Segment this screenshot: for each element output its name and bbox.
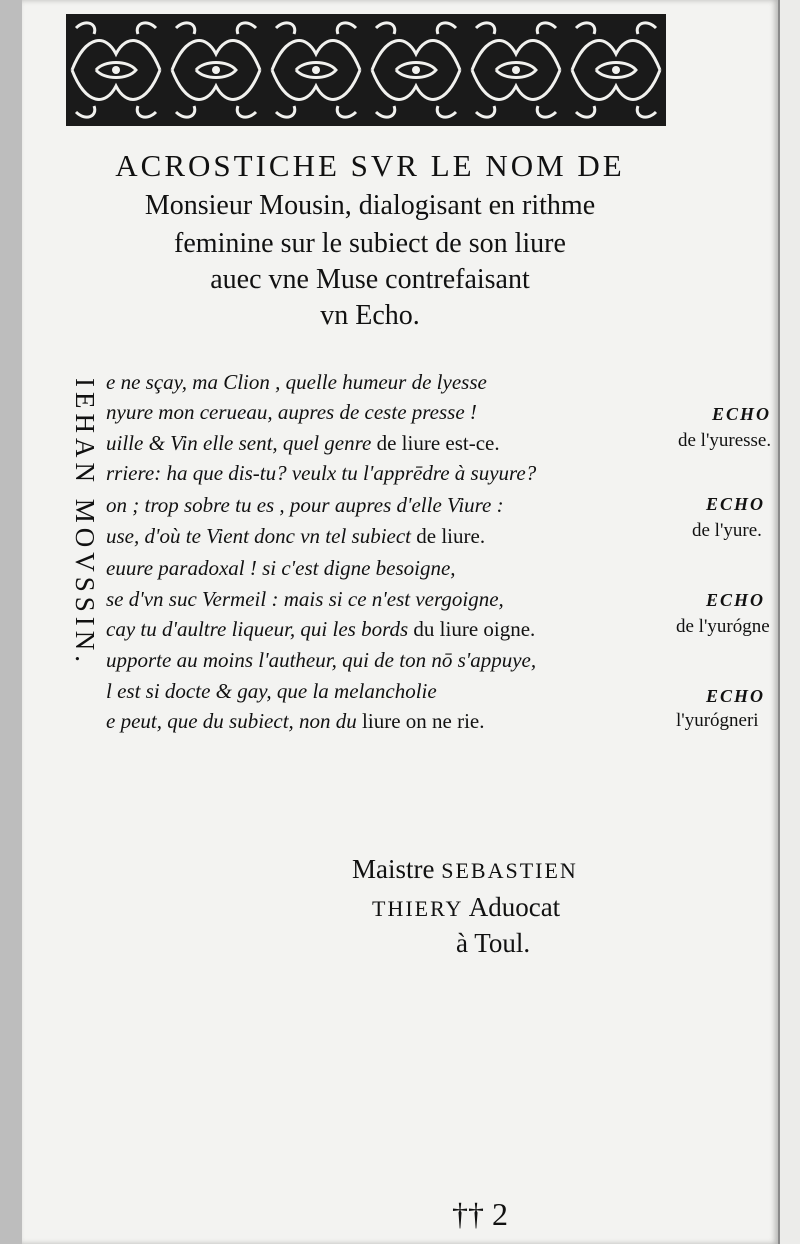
- verse-line-12: e peut, que du subiect, non du liure on ne rie.: [106, 709, 485, 733]
- title-line-5: vn Echo.: [320, 300, 420, 331]
- acrostic-name: IEHAN MOVSSIN.: [70, 378, 100, 668]
- title-line-4: auec vne Muse contrefaisant: [210, 264, 530, 295]
- verse-line-10: upporte au moins l'autheur, qui de ton nō s'appuye,: [106, 648, 537, 672]
- signature-line-3: à Toul.: [456, 928, 531, 958]
- verse-line-3: uille & Vin elle sent, quel genre de liure est-ce.: [106, 431, 500, 455]
- verse-line-1: e ne sçay, ma Clion , quelle humeur de lyesse: [106, 370, 487, 394]
- echo-word-1: de l'yuresse.: [678, 430, 772, 451]
- verse-line-9: cay tu d'aultre liqueur, qui les bords du liure oigne.: [106, 617, 536, 641]
- title-line-1: ACROSTICHE SVR LE NOM DE: [115, 148, 625, 183]
- echo-word-3: de l'yurógne: [676, 616, 770, 637]
- title-line-2: Monsieur Mousin, dialogisant en rithme: [144, 190, 596, 221]
- facing-page-edge: [778, 0, 800, 1244]
- verse-line-8: se d'vn suc Vermeil : mais si ce n'est vergoigne,: [106, 587, 504, 611]
- verse-line-11: l est si docte & gay, que la melancholie: [106, 679, 437, 703]
- signature-line-2: THIERY Aduocat: [372, 892, 561, 922]
- verse-line-6: use, d'où te Vient donc vn tel subiect de liure.: [106, 524, 486, 548]
- echo-label-3: ECHO: [706, 590, 766, 610]
- ornamental-headpiece: [66, 14, 666, 126]
- title-line-3: feminine sur le subiect de son liure: [174, 228, 566, 259]
- echo-word-2: de l'yure.: [692, 520, 762, 541]
- verse-line-2: nyure mon cerueau, aupres de ceste presse !: [106, 400, 477, 424]
- echo-label-2: ECHO: [706, 494, 766, 514]
- signature-mark: †† 2: [452, 1196, 508, 1232]
- verse-line-4: rriere: ha que dis-tu? veulx tu l'apprēdre à suyure?: [106, 461, 537, 485]
- verse-line-7: euure paradoxal ! si c'est digne besoigne,: [106, 556, 456, 580]
- verse-line-5: on ; trop sobre tu es , pour aupres d'elle Viure :: [106, 493, 504, 517]
- echo-label-4: ECHO: [706, 686, 766, 706]
- echo-word-4: l'yurógneri: [676, 710, 759, 731]
- echo-label-1: ECHO: [712, 404, 772, 424]
- signature-line-1: Maistre SEBASTIEN: [352, 854, 578, 884]
